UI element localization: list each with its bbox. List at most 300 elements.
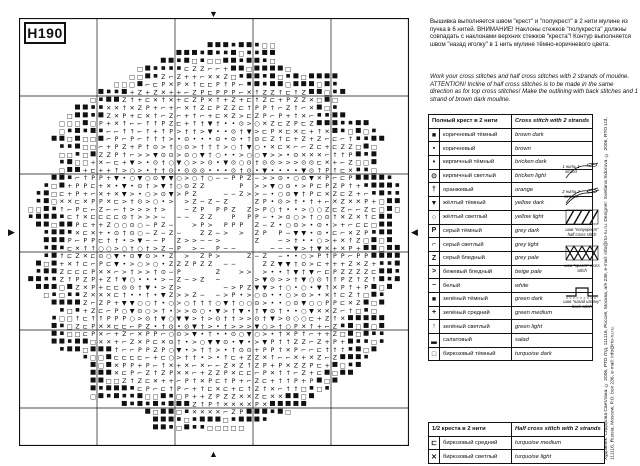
- stitch-mark: [137, 401, 142, 406]
- stitch-mark: •: [153, 284, 158, 292]
- stitch-mark: [387, 214, 392, 219]
- stitch-mark: ○: [168, 346, 174, 354]
- stitch-mark: Z: [356, 229, 361, 237]
- stitch-mark: ✕: [347, 167, 354, 175]
- stitch-mark: •: [208, 167, 212, 175]
- stitch-mark: [76, 308, 80, 312]
- stitch-mark: >: [176, 300, 182, 308]
- stitch-mark: >: [121, 268, 127, 276]
- stitch-mark: [67, 346, 72, 351]
- key-symbol: Z: [429, 251, 440, 265]
- stitch-mark: ⊏: [82, 261, 88, 269]
- stitch-mark: □: [285, 66, 292, 74]
- stitch-mark: [349, 347, 353, 351]
- stitch-mark: †: [278, 206, 282, 214]
- stitch-mark: ↑: [277, 89, 283, 97]
- stitch-mark: □: [214, 58, 221, 66]
- stitch-mark: ⊙: [285, 183, 291, 191]
- stitch-mark: [59, 222, 64, 227]
- stitch-mark: [379, 214, 384, 219]
- stitch-mark: +: [316, 198, 322, 206]
- stitch-mark: ⊏: [316, 183, 322, 191]
- stitch-mark: □: [316, 385, 323, 393]
- stitch-mark: Z: [161, 222, 166, 230]
- stitch-mark: [106, 354, 111, 359]
- stitch-mark: ↑: [168, 385, 174, 393]
- stitch-mark: [98, 393, 103, 398]
- stitch-mark: ✕: [332, 284, 338, 292]
- stitch-mark: ✕: [230, 401, 237, 409]
- stitch-mark: [293, 393, 298, 398]
- stitch-mark: ▼: [301, 167, 307, 175]
- stitch-mark: [364, 245, 369, 250]
- stitch-mark: ⊙: [129, 222, 135, 230]
- stitch-mark: [59, 300, 64, 305]
- stitch-mark: ⌐: [121, 339, 127, 347]
- stitch-mark: □: [222, 424, 229, 432]
- stitch-mark: [99, 129, 103, 133]
- key-name-en: bricken dark: [512, 156, 593, 170]
- key-name-ru: зелёный средний: [440, 306, 512, 320]
- stitch-mark: P: [192, 261, 197, 269]
- stitch-mark: ○: [238, 300, 245, 308]
- stitch-mark: ⌐: [160, 105, 166, 113]
- stitch-mark: ✕: [184, 362, 190, 370]
- stitch-mark: [379, 229, 384, 234]
- stitch-mark: P: [169, 370, 173, 378]
- stitch-mark: [232, 417, 236, 421]
- stitch-mark: >: [191, 144, 198, 152]
- stitch-mark: Z: [363, 276, 369, 284]
- stitch-mark: □: [285, 409, 292, 417]
- stitch-mark: [75, 136, 80, 141]
- stitch-mark: •: [247, 339, 251, 347]
- stitch-mark: P: [333, 339, 337, 347]
- stitch-mark: Z: [348, 276, 353, 284]
- stitch-mark: □: [378, 245, 385, 253]
- stitch-mark: [254, 81, 259, 86]
- stitch-mark: >: [168, 198, 174, 206]
- stitch-mark: ↑: [293, 112, 299, 120]
- stitch-mark: ⌐: [90, 300, 96, 308]
- stitch-mark: ○: [269, 206, 276, 214]
- stitch-mark: ⌐: [191, 370, 198, 378]
- stitch-mark: □: [285, 81, 292, 89]
- stitch-mark: ✕: [98, 190, 104, 198]
- key-name-ru: бирюзовый средний: [440, 436, 512, 450]
- stitch-mark: ↑: [347, 183, 354, 191]
- stitch-mark: [332, 378, 337, 383]
- stitch-mark: ▼: [137, 237, 143, 245]
- stitch-mark: +: [113, 331, 120, 339]
- stitch-mark: ↑: [340, 346, 346, 354]
- stitch-mark: ⊏: [113, 284, 120, 292]
- stitch-mark: [371, 292, 376, 297]
- stitch-mark: ⌐: [308, 112, 315, 120]
- stitch-mark: [263, 74, 267, 78]
- stitch-mark: ⊙: [199, 167, 205, 175]
- stitch-mark: [169, 394, 173, 398]
- stitch-mark: ✕: [168, 81, 174, 89]
- stitch-mark: ▼: [121, 183, 127, 191]
- stitch-mark: >: [176, 128, 182, 136]
- stitch-mark: P: [114, 307, 119, 315]
- stitch-mark: [395, 253, 400, 258]
- stitch-mark: •: [216, 159, 220, 167]
- stitch-mark: +: [223, 97, 229, 105]
- stitch-mark: ⊙: [285, 315, 291, 323]
- key-name-ru: оранжевый: [440, 183, 512, 197]
- stitch-mark: ↑: [277, 339, 283, 347]
- stitch-mark: P: [278, 229, 283, 237]
- stitch-mark: P: [91, 268, 95, 276]
- stitch-mark: ⊙: [145, 315, 151, 323]
- stitch-mark: >: [301, 183, 307, 191]
- stitch-mark: ○: [121, 222, 128, 230]
- back-stitch-label: шов "назад иголку" back stitch: [563, 299, 601, 309]
- stitch-mark: ⌐: [74, 175, 81, 183]
- stitch-mark: ⊙: [113, 229, 120, 237]
- stitch-mark: •: [145, 276, 150, 284]
- stitch-mark: Z: [207, 393, 213, 401]
- stitch-mark: ⊏: [371, 268, 377, 276]
- stitch-mark: P: [223, 370, 228, 378]
- stitch-mark: ▼: [301, 229, 307, 237]
- stitch-mark: ○: [261, 323, 268, 331]
- stitch-mark: ▼: [168, 190, 174, 198]
- stitch-mark: >: [246, 323, 252, 331]
- stitch-mark: +: [199, 393, 205, 401]
- stitch-mark: Z: [59, 276, 65, 284]
- stitch-mark: □: [51, 222, 58, 230]
- stitch-mark: ↑: [316, 167, 322, 175]
- stitch-mark: [68, 175, 72, 179]
- stitch-mark: +: [152, 354, 159, 362]
- stitch-mark: [176, 50, 181, 55]
- key-name-ru: кирпичный светлый: [440, 169, 512, 183]
- stitch-mark: ✕: [98, 159, 104, 167]
- stitch-mark: [379, 175, 384, 180]
- stitch-mark: ▼: [215, 307, 221, 315]
- stitch-mark: P: [239, 409, 244, 417]
- stitch-mark: ✕: [113, 105, 120, 113]
- stitch-mark: ⊙: [191, 167, 198, 175]
- stitch-mark: ⊏: [199, 81, 205, 89]
- key-name-en: turquoise medium: [512, 436, 605, 450]
- stitch-mark: [301, 401, 306, 406]
- stitch-mark: ▼: [223, 300, 229, 308]
- stitch-mark: >: [137, 206, 143, 214]
- stitch-mark: •: [184, 339, 189, 347]
- half-key-header-en: Half cross stitch with 2 strands: [512, 423, 605, 437]
- stitch-mark: ○: [254, 151, 260, 159]
- stitch-mark: Z: [145, 323, 150, 331]
- stitch-mark: >: [145, 198, 151, 206]
- stitch-mark: ⊙: [316, 276, 322, 284]
- stitch-mark: Z: [231, 393, 236, 401]
- stitch-mark: †: [130, 198, 134, 206]
- stitch-mark: >: [176, 292, 182, 300]
- stitch-mark: □: [230, 73, 237, 81]
- stitch-mark: >: [152, 307, 159, 315]
- stitch-mark: ○: [293, 175, 299, 183]
- stitch-mark: ⊏: [82, 323, 88, 331]
- stitch-mark: □: [191, 58, 198, 66]
- stitch-mark: [44, 198, 49, 203]
- stitch-mark: [332, 120, 337, 125]
- stitch-mark: +: [308, 136, 315, 144]
- stitch-mark: >: [129, 190, 135, 198]
- stitch-mark: [169, 425, 173, 429]
- stitch-mark: Z: [122, 144, 127, 152]
- stitch-mark: □: [339, 331, 346, 339]
- stitch-mark: ↑: [121, 128, 127, 136]
- stitch-mark: □: [331, 97, 338, 105]
- stitch-mark: •: [301, 198, 306, 206]
- stitch-mark: •: [270, 300, 275, 308]
- stitch-mark: [99, 97, 103, 101]
- stitch-mark: ○: [254, 331, 260, 339]
- stitch-mark: ↑: [347, 284, 354, 292]
- stitch-mark: •: [161, 198, 166, 206]
- stitch-mark: [254, 409, 259, 414]
- stitch-mark: •: [122, 261, 127, 269]
- stitch-mark: •: [122, 237, 127, 245]
- stitch-mark: •: [130, 292, 134, 300]
- stitch-mark: ⊙: [308, 159, 315, 167]
- stitch-mark: □: [300, 73, 307, 81]
- stitch-mark: ↑: [340, 151, 346, 159]
- stitch-mark: Z: [262, 261, 267, 269]
- stitch-mark: Z: [90, 307, 96, 315]
- cross-diagram: [562, 244, 602, 264]
- stitch-mark: □: [51, 183, 58, 191]
- stitch-mark: P: [231, 378, 236, 386]
- stitch-mark: +: [98, 276, 104, 284]
- stitch-mark: Z: [176, 237, 182, 245]
- key-symbol: †: [429, 183, 440, 197]
- stitch-mark: −: [184, 206, 190, 214]
- stitch-mark: P: [247, 214, 251, 222]
- stitch-mark: •: [138, 276, 142, 284]
- stitch-mark: ✕: [168, 97, 174, 105]
- stitch-mark: Z: [223, 198, 228, 206]
- stitch-mark: Z: [231, 206, 236, 214]
- stitch-mark: [340, 112, 345, 117]
- stitch-mark: □: [58, 284, 65, 292]
- stitch-mark: [247, 73, 252, 78]
- stitch-mark: ⊏: [82, 268, 88, 276]
- stitch-mark: [388, 175, 392, 179]
- stitch-mark: [332, 112, 337, 117]
- stitch-mark: □: [74, 159, 81, 167]
- stitch-mark: P: [262, 112, 267, 120]
- stitch-mark: †: [286, 268, 290, 276]
- stitch-mark: •: [286, 206, 290, 214]
- stitch-mark: ⊙: [285, 214, 291, 222]
- stitch-mark: □: [355, 307, 362, 315]
- stitch-mark: ▼: [121, 276, 127, 284]
- stitch-mark: [68, 129, 72, 133]
- stitch-mark: [357, 136, 361, 140]
- stitch-mark: ⊏: [152, 81, 159, 89]
- stitch-mark: ○: [144, 300, 151, 308]
- stitch-mark: □: [238, 50, 245, 58]
- stitch-mark: P: [216, 105, 220, 113]
- stitch-mark: Z: [192, 89, 197, 97]
- stitch-mark: ⊏: [363, 222, 369, 230]
- stitch-mark: +: [230, 385, 237, 393]
- stitch-mark: >: [191, 346, 198, 354]
- stitch-mark: •: [270, 167, 275, 175]
- stitch-mark: [380, 331, 384, 335]
- stitch-mark: ⊙: [184, 151, 190, 159]
- stitch-mark: ○: [308, 206, 315, 214]
- stitch-mark: >: [207, 315, 213, 323]
- stitch-mark: [52, 339, 57, 344]
- stitch-mark: ⊙: [152, 175, 159, 183]
- stitch-mark: ↑: [293, 89, 299, 97]
- stitch-mark: [161, 393, 166, 398]
- stitch-mark: P: [278, 362, 283, 370]
- stitch-mark: Z: [176, 276, 182, 284]
- stitch-mark: >: [168, 136, 174, 144]
- stitch-mark: ⊏: [340, 190, 346, 198]
- stitch-mark: ⊙: [184, 144, 190, 152]
- stitch-mark: [379, 183, 384, 188]
- stitch-mark: ✕: [106, 339, 112, 347]
- stitch-mark: ⊏: [238, 385, 244, 393]
- stitch-mark: [59, 229, 64, 234]
- stitch-mark: >: [137, 167, 143, 175]
- stitch-mark: −: [223, 175, 229, 183]
- stitch-mark: [254, 73, 259, 78]
- stitch-mark: ○: [168, 315, 174, 323]
- stitch-mark: [76, 292, 80, 296]
- stitch-mark: ↑: [262, 385, 268, 393]
- stitch-mark: ⌐: [160, 331, 166, 339]
- stitch-mark: [84, 129, 88, 133]
- stitch-mark: ○: [129, 175, 135, 183]
- stitch-mark: +: [355, 284, 361, 292]
- stitch-mark: •: [161, 300, 166, 308]
- stitch-mark: [154, 74, 158, 78]
- stitch-mark: ⊏: [98, 214, 104, 222]
- stitch-mark: ▼: [129, 307, 135, 315]
- stitch-mark: P: [130, 362, 134, 370]
- stitch-mark: [59, 237, 64, 242]
- stitch-mark: [387, 284, 392, 289]
- stitch-mark: +: [238, 354, 244, 362]
- stitch-mark: [380, 292, 384, 296]
- stitch-mark: ✕: [207, 97, 213, 105]
- stitch-mark: ↑: [152, 136, 159, 144]
- stitch-mark: +: [176, 362, 182, 370]
- stitch-mark: [98, 346, 103, 351]
- stitch-mark: ○: [137, 245, 143, 253]
- stitch-mark: [231, 50, 236, 55]
- stitch-mark: −: [262, 222, 268, 230]
- stitch-mark: P: [216, 81, 220, 89]
- stitch-mark: †: [239, 128, 243, 136]
- stitch-mark: P: [208, 378, 212, 386]
- stitch-mark: ○: [137, 222, 143, 230]
- stitch-mark: >: [262, 175, 268, 183]
- stitch-mark: ○: [168, 354, 174, 362]
- stitch-mark: >: [223, 307, 229, 315]
- stitch-mark: Z: [83, 292, 88, 300]
- stitch-mark: Z: [137, 105, 143, 113]
- stitch-mark: +: [145, 89, 151, 97]
- center-arrow-bottom-icon: ▲: [209, 449, 218, 459]
- stitch-mark: +: [129, 89, 135, 97]
- stitch-mark: P: [145, 385, 150, 393]
- stitch-mark: Z: [200, 229, 205, 237]
- stitch-mark: [387, 245, 392, 250]
- stitch-mark: •: [208, 136, 212, 144]
- stitch-mark: •: [270, 268, 275, 276]
- stitch-mark: •: [106, 229, 111, 237]
- half-cross-label: шов "полукрест" half cross stitch: [565, 227, 599, 237]
- stitch-mark: ○: [254, 120, 260, 128]
- key-name-ru: жёлтый светлый: [440, 210, 512, 224]
- key-name-en: yellow dark: [512, 197, 593, 211]
- stitch-mark: [396, 183, 400, 187]
- stitch-mark: ⊙: [301, 261, 307, 269]
- stitch-mark: ↑: [277, 378, 283, 386]
- stitch-mark: >: [129, 206, 135, 214]
- stitch-mark: [317, 89, 322, 94]
- key-symbol: +: [429, 306, 440, 320]
- stitch-mark: [76, 152, 80, 156]
- stitch-mark: □: [355, 144, 362, 152]
- stitch-mark: ✕: [176, 370, 182, 378]
- stitch-mark: ⌐: [308, 331, 315, 339]
- two-strands-label: 2 нити 2 strands: [562, 189, 580, 199]
- stitch-mark: †: [263, 315, 267, 323]
- stitch-mark: □: [58, 120, 65, 128]
- stitch-mark: ↑: [269, 354, 276, 362]
- stitch-mark: ▼: [316, 284, 322, 292]
- stitch-mark: +: [324, 144, 330, 152]
- stitch-mark: ⊏: [106, 214, 112, 222]
- stitch-mark: [75, 112, 80, 117]
- stitch-mark: [387, 206, 392, 211]
- stitch-mark: +: [332, 159, 338, 167]
- stitch-mark: [293, 73, 298, 78]
- stitch-mark: ↑: [215, 97, 221, 105]
- stitch-mark: ↑: [121, 105, 127, 113]
- stitch-mark: >: [137, 214, 143, 222]
- stitch-mark: [278, 81, 283, 86]
- stitch-mark: P: [208, 253, 212, 261]
- stitch-mark: −: [223, 190, 229, 198]
- stitch-mark: †: [278, 284, 282, 292]
- stitch-mark: ○: [168, 300, 174, 308]
- stitch-mark: +: [98, 183, 104, 191]
- stitch-mark: P: [348, 151, 353, 159]
- stitch-mark: □: [324, 378, 331, 386]
- stitch-mark: P: [75, 183, 80, 191]
- stitch-mark: ⊏: [332, 136, 338, 144]
- stitch-mark: Z: [83, 276, 88, 284]
- stitch-mark: □: [152, 409, 159, 417]
- stitch-mark: ✕: [285, 362, 291, 370]
- stitch-mark: >: [145, 151, 151, 159]
- stitch-mark: ⌐: [176, 112, 182, 120]
- stitch-mark: □: [136, 66, 143, 74]
- stitch-mark: [396, 191, 400, 195]
